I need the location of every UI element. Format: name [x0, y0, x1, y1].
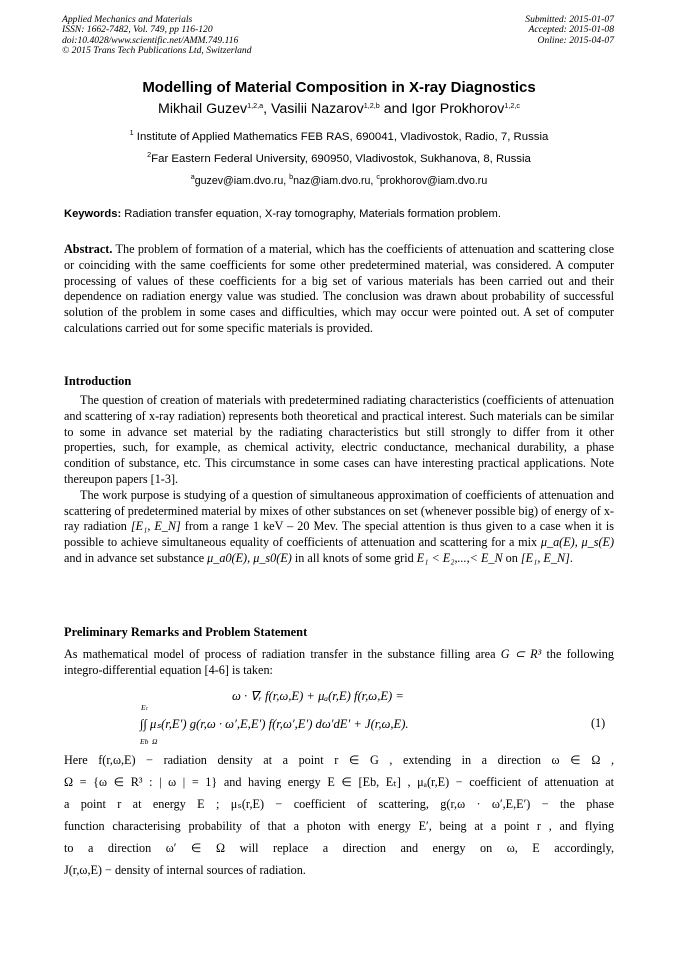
paragraph: The question of creation of materials with predetermined radiating characteristics (coefficients of attenuation and scattering of x-ray radiation) represents both theoretical and practical interest. Such materials can be similar to some in advance set material by the radiating characteristics but still strongly to differ from it other properties, such, for example, as chemical activity, electric conductance, mechanical durability, a phase condition of substance, etc. This circumstance in some cases can have interesting practical applications. Note thereupon papers [1-3]. — [64, 393, 614, 486]
section-heading-introduction: Introduction — [64, 374, 132, 388]
email-marker: c — [376, 172, 380, 181]
text-run: and in advance set substance — [64, 550, 208, 565]
explanation-line: to a direction ω′ ∈ Ω will replace a direction and energy on ω, E accordingly, — [64, 841, 614, 855]
affiliation-2 — [0, 150, 678, 165]
explanation-line: J(r,ω,E) − density of internal sources of radiation. — [64, 863, 306, 877]
author-separator: and — [379, 101, 412, 117]
integral-domain: Ω — [152, 737, 158, 746]
abstract — [64, 242, 614, 337]
text-run: from a range 1 keV – 20 Mev. The special attention is thus given to a case when it is possible to achieve simultaneous equality of coefficients of attenuation and scattering for a mix — [64, 519, 614, 550]
explanation-line: Here f(r,ω,E) − radiation density at a point r ∈ G , extending in a direction ω ∈ Ω , — [64, 753, 614, 767]
affiliation-1 — [0, 128, 678, 143]
abstract-text: The problem of formation of a material, which has the coefficients of attenuation and scattering close or coinciding with the same coefficients for some other predetermined material, was considered. A computer processing of values of these coefficients for a big set of various materials has been carried out and their dependence on radiation energy value was studied. The conclusion was drawn about probability of successful solution of the problem in some cases and difficulties, which may occur were pointed out. A set of computer calculations carried out for some specific materials is provided. — [64, 242, 614, 335]
author-affiliation-marker: 1,2,b — [363, 101, 380, 110]
author-list — [0, 101, 678, 117]
journal-name: Applied Mechanics and Materials — [62, 14, 193, 25]
text-run: in all knots of some grid — [291, 550, 417, 565]
affiliation-text: Institute of Applied Mathematics FEB RAS, 690041, Vladivostok, Radio, 7, Russia — [133, 131, 549, 143]
text-run: . — [569, 550, 573, 565]
submitted-date: Submitted: 2015-01-07 — [525, 14, 614, 25]
equation-explanation — [64, 749, 614, 881]
author-emails — [0, 172, 678, 187]
paragraph — [64, 488, 614, 567]
author-name: Vasilii Nazarov — [271, 101, 364, 117]
journal-copyright: © 2015 Trans Tech Publications Ltd, Switzerland — [62, 45, 252, 57]
abstract-label: Abstract. — [64, 242, 113, 256]
section-heading-preliminary: Preliminary Remarks and Problem Statement — [64, 625, 308, 639]
math-inline: μ_a0(E), — [207, 550, 251, 565]
text-run: on — [502, 550, 521, 565]
math-inline: [E₁, E_N] — [130, 519, 181, 534]
accepted-date: Accepted: 2015-01-08 — [528, 24, 614, 36]
explanation-line: a point r at energy E ; μₛ(r,E) − coefficient of scattering, g(r,ω · ω′,E,E′) − the phase — [64, 797, 614, 811]
journal-info — [62, 15, 252, 57]
explanation-line: function characterising probability of that a photon with energy E′, being at a point r , and flying — [64, 819, 614, 833]
text-run: the following integro-differential equation [4-6] is taken: — [64, 647, 614, 677]
online-date: Online: 2015-04-07 — [537, 34, 614, 46]
affiliation-text: Far Eastern Federal University, 690950, Vladivostok, Sukhanova, 8, Russia — [151, 153, 531, 165]
text-run: The work purpose is studying of a question of simultaneous approximation of coefficients of attenuation and scattering of predetermined material by mixes of other substances on set (whenever possible big) of energy of x-ray radiation — [64, 487, 614, 534]
preliminary-body — [64, 647, 614, 679]
explanation-line: Ω = {ω ∈ R³ : | ω | = 1} and having energy E ∈ [Eb, Eₜ] , μₐ(r,E) − coefficient of attenuation at — [64, 775, 614, 789]
author-affiliation-marker: 1,2,c — [504, 101, 520, 110]
email-marker: a — [190, 172, 195, 181]
text-run: As mathematical model of process of radiation transfer in the substance filling area — [64, 647, 501, 661]
paper-title: Modelling of Material Composition in X-ray Diagnostics — [142, 79, 536, 96]
affiliation-marker: 2 — [147, 150, 152, 159]
email-link[interactable]: naz@iam.dvo.ru, — [293, 175, 377, 187]
keywords-label: Keywords: — [64, 208, 122, 220]
affiliation-marker: 1 — [129, 128, 134, 137]
math-inline: μ_s0(E) — [253, 550, 292, 565]
keywords-text: Radiation transfer equation, X-ray tomography, Materials formation problem. — [121, 208, 501, 220]
email-link[interactable]: guzev@iam.dvo.ru, — [194, 175, 290, 187]
journal-issn: ISSN: 1662-7482, Vol. 749, pp 116-120 — [62, 24, 213, 36]
keywords — [64, 208, 616, 220]
integral-upper-limit: Eₜ — [141, 703, 148, 712]
equation-line-1: ω · ∇ᵣ f(r,ω,E) + μₐ(r,E) f(r,ω,E) = — [232, 689, 404, 703]
math-inline: E₁ < E₂,...,< E_N — [416, 550, 503, 565]
equation-line-2: ∫∫ μₛ(r,E′) g(r,ω · ω′,E,E′) f(r,ω′,E′) dω′dE′ + J(r,ω,E). — [140, 717, 409, 731]
author-name: Igor Prokhorov — [411, 101, 505, 117]
math-inline: [E₁, E_N] — [520, 550, 570, 565]
author-affiliation-marker: 1,2,a — [247, 101, 264, 110]
author-name: Mikhail Guzev — [158, 101, 248, 117]
introduction-body — [64, 393, 614, 567]
author-separator: , — [263, 101, 271, 117]
math-inline: μ_a(E), μ_s(E) — [540, 535, 615, 550]
integral-lower-limit: Eb — [140, 737, 149, 746]
email-marker: b — [289, 172, 294, 181]
email-link[interactable]: prokhorov@iam.dvo.ru — [379, 175, 488, 187]
math-inline: G ⊂ R³ — [500, 647, 542, 661]
journal-doi[interactable]: doi:10.4028/www.scientific.net/AMM.749.116 — [62, 34, 239, 46]
submission-dates — [525, 15, 614, 46]
equation-number: (1) — [591, 716, 606, 730]
